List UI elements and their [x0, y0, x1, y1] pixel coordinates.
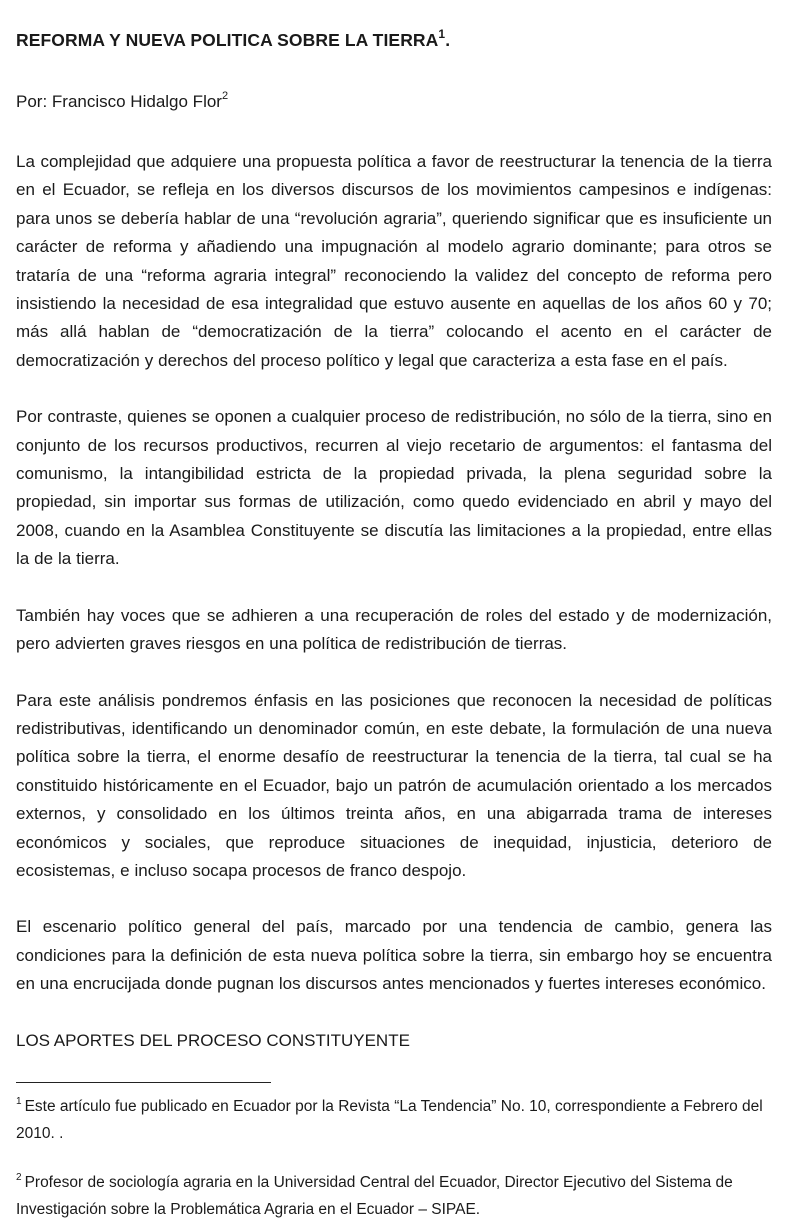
paragraph-3: También hay voces que se adhieren a una recuperación de roles del estado y de modernización, pero advierten graves riesgos en una política de redistribución de tierras.: [16, 605, 772, 654]
section-heading: LOS APORTES DEL PROCESO CONSTITUYENTE: [16, 1030, 410, 1050]
footnote-2-number: 2: [16, 1171, 22, 1183]
footnote-1: [16, 1093, 772, 1147]
footnote-separator: [16, 1082, 271, 1083]
paragraph-5: El escenario político general del país, marcado por una tendencia de cambio, genera las condiciones para la definición de esta nueva política sobre la tierra, sin embargo hoy se encuentra en una encrucijada donde pugnan los discursos antes mencionados y fuertes intereses económico.: [16, 917, 772, 994]
paragraph-1: La complejidad que adquiere una propuesta política a favor de reestructurar la tenencia de la tierra en el Ecuador, se refleja en los diversos discursos de los movimientos campesinos e indígenas: para unos se debería hablar de una “revolución agraria”, queriendo significar que es insuficiente un carácter de reforma y añadiendo una impugnación al modelo agrario dominante; para otros se trataría de una “reforma agraria integral” reconociendo la validez del concepto de reforma pero insistiendo la necesidad de esa integralidad que estuvo ausente en aquellas de los años 60 y 70; más allá hablan de “democratización de la tierra” colocando el acento en el carácter de democratización y derechos del proceso político y legal que caracteriza a esta fase en el país.: [16, 152, 772, 370]
paragraph-4: Para este análisis pondremos énfasis en las posiciones que reconocen la necesidad de políticas redistributivas, identificando un denominador común, en este debate, la formulación de una nueva política sobre la tierra, el enorme desafío de reestructurar la tenencia de la tierra, tal cual se ha constituido históricamente en el Ecuador, bajo un patrón de acumulación orientado a los mercados externos, y consolidado en los últimos treinta años, en una abigarrada trama de intereses económicos y sociales, que reproduce situaciones de inequidad, injusticia, deterioro de ecosistemas, e incluso socapa procesos de franco despojo.: [16, 690, 772, 880]
author-footnote-ref: 2: [221, 90, 229, 102]
footnote-1-text: Este artículo fue publicado en Ecuador por la Revista “La Tendencia” No. 10, correspondiente a Febrero del 2010. .: [16, 1097, 763, 1142]
document-title: [16, 28, 772, 52]
paragraph-2: Por contraste, quienes se oponen a cualquier proceso de redistribución, no sólo de la tierra, sino en conjunto de los recursos productivos, recurren al viejo recetario de argumentos: el fantasma del comunismo, la intangibilidad estricta de la propiedad privada, la plena seguridad sobre la propiedad, sin importar sus formas de utilización, como quedo evidenciado en abril y mayo del 2008, cuando en la Asamblea Constituyente se discutía las limitaciones a la propiedad, entre ellas la de la tierra.: [16, 407, 772, 569]
footnote-1-number: 1: [16, 1095, 22, 1107]
author-line: [16, 90, 772, 114]
footnote-2-text: Profesor de sociología agraria en la Universidad Central del Ecuador, Director Ejecutivo del Sistema de Investigación sobre la Problemática Agraria en el Ecuador – SIPAE.: [16, 1173, 733, 1218]
document-page: [16, 28, 772, 1223]
author-text: Por: Francisco Hidalgo Flor: [16, 92, 222, 111]
title-text: REFORMA Y NUEVA POLITICA SOBRE LA TIERRA: [16, 30, 439, 50]
title-footnote-ref: 1: [438, 27, 446, 41]
footnote-2: [16, 1169, 772, 1223]
title-suffix: .: [445, 30, 451, 50]
